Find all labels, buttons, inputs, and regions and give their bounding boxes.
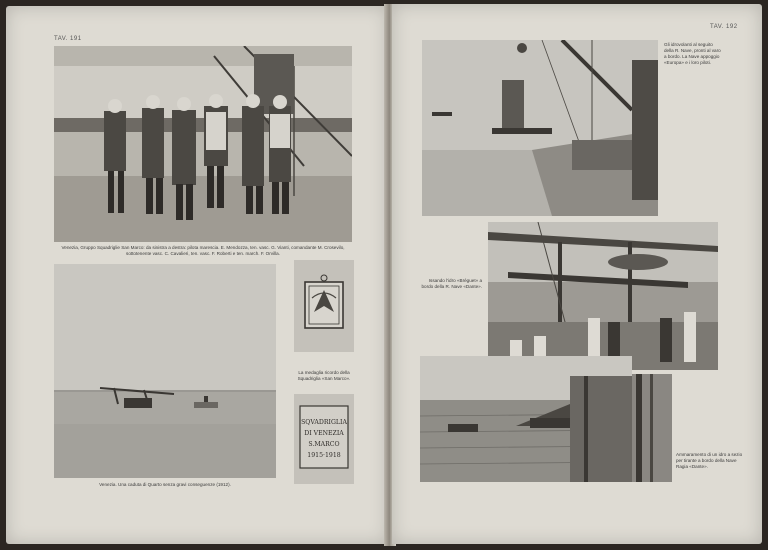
right-page — [392, 4, 762, 544]
squadron-medal-photo — [294, 260, 354, 352]
water-landing-photo — [420, 356, 632, 482]
ship-rigging-photo — [632, 374, 672, 482]
right-page-label: TAV. 192 — [710, 24, 738, 30]
tablet-line-1: SQVADRIGLIA — [301, 419, 347, 426]
hoisting-caption: Issando l'idro «Bréguet» a bordo della R. Nave «Dante». — [421, 278, 482, 289]
left-page — [6, 6, 388, 544]
tablet-line-4: 1915·1918 — [307, 452, 341, 459]
tablet-line-3: S.MARCO — [308, 441, 340, 448]
tablet-line-2: DI VENEZIA — [304, 430, 344, 437]
hoisting-seaplane-photo — [488, 222, 718, 370]
aviators-group-photo — [54, 46, 352, 242]
ship-seaplanes-photo — [422, 40, 658, 216]
aviators-photo-caption: Venezia, Gruppo Squadriglie San Marco: da sinistra a destra: pilota marescia. E. Mendozza, ten. vasc. G. Vianti, comandante M. Crosevilo, sottotenente vasc. C. Cavalieri, ten. vasc. F. Roberti e ten. march. F. Orvilla. — [61, 245, 345, 256]
seaplane-crash-photo — [54, 264, 276, 478]
ship-seaplanes-caption: Gli idrovolanti al seguito della R. Nave, pronti al varo a bordo. La Nave appoggio «Europa» e i loro piloti. — [664, 42, 721, 65]
seaplane-crash-caption: Venezia. Una caduta di Quarto senza gravi conseguenze (1912). — [99, 482, 231, 487]
left-page-label: TAV. 191 — [54, 36, 82, 42]
squadron-tablet-photo — [294, 394, 354, 484]
water-landing-caption: Ammaramento di un idro a sezio per tirante a bordo della Nave Ragia «Dante». — [676, 452, 743, 469]
medal-caption: La medaglia ricordo della Squadriglia «San Marco». — [297, 370, 351, 381]
